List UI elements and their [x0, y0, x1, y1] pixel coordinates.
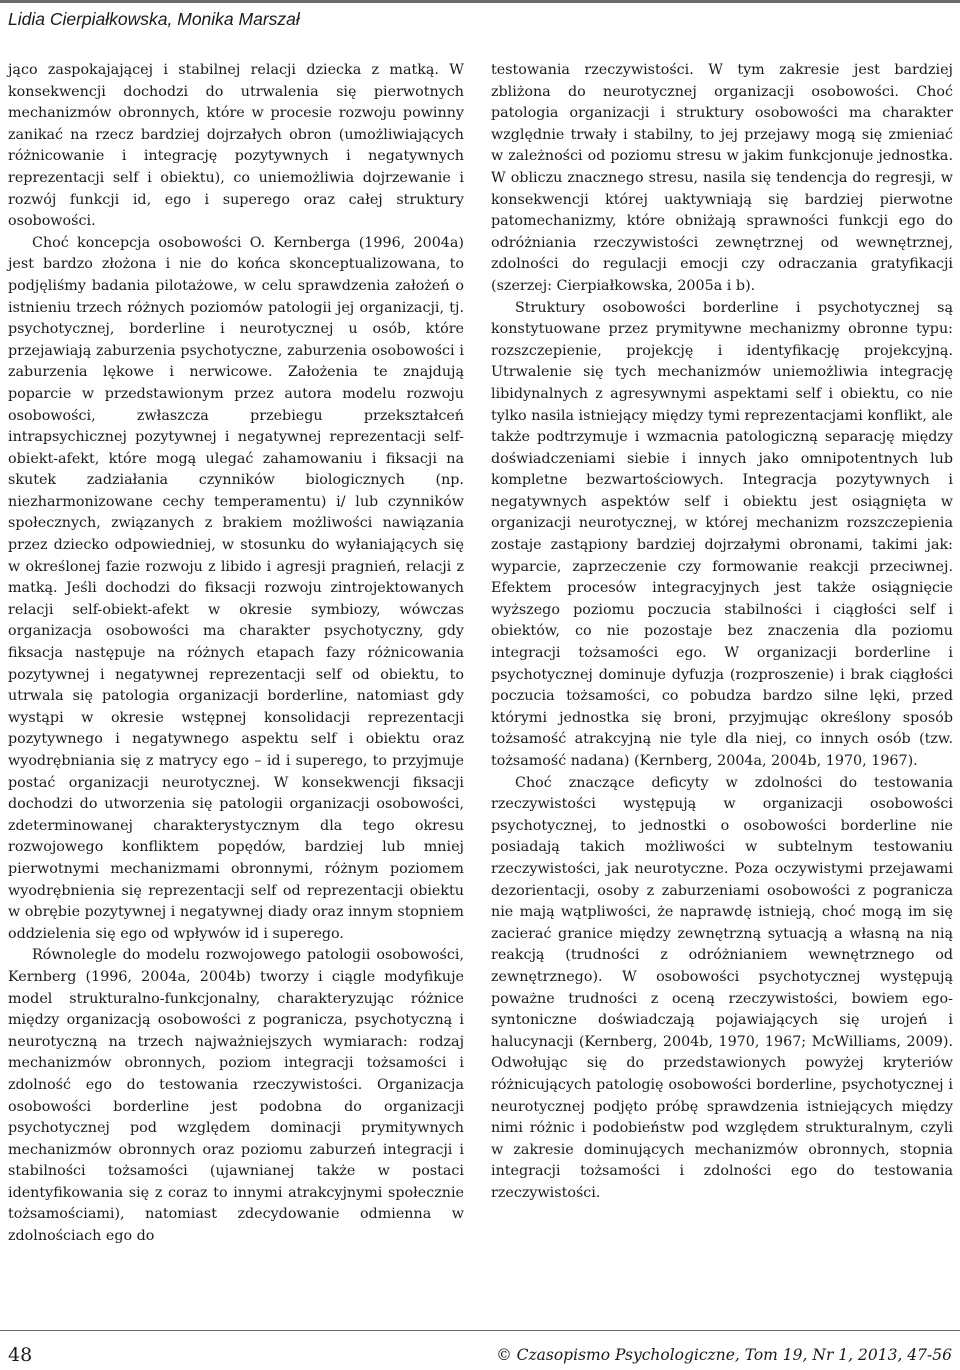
footer-rule — [0, 1330, 960, 1331]
left-paragraph-1: jąco zaspokajającej i stabilnej relacji dziecka z matką. W konsekwencji dochodzi do utrwalenia się pierwotnych mechanizmów obronnych, które w procesie rozwoju powinny zanikać na rzecz bardziej dojrzałych obron (umożliwiających różnicowanie i integrację pozytywnych i negatywnych reprezentacji self i obiektu), co uniemożliwia dojrzewanie i rozwój funkcji id, ego i superego oraz całej struktury osobowości. — [8, 62, 464, 230]
left-paragraph-2: Choć koncepcja osobowości O. Kernberga (1996, 2004a) jest bardzo złożona i nie do końca skonceptualizowana, to podjęliśmy badania pilotażowe, w celu sprawdzenia założeń o istnieniu trzech różnych poziomów patologii jej organizacji, tj. psychotycznej, borderline i neurotycznej u osób, które przejawiają zaburzenia psychotyczne, zaburzenia osobowości i zaburzenia lękowe i nerwicowe. Założenia te znajdują poparcie w przedstawionym przez autora modelu rozwoju osobowości, zwłaszcza przebiegu przekształceń intrapsychicznej pozytywnej i negatywnej reprezentacji self-obiekt-afekt, które mogą ulegać zahamowaniu i fiksacji na skutek zadziałania czynników biologicznych (np. niezharmonizowane cechy temperamentu) i/ lub czynników społecznych, związanych z brakiem możliwości nawiązania przez dziecko odpowiedniej, w stosunku do wyłaniających się w określonej fazie rozwoju z libido i agresji pragnień, relacji z matką. Jeśli dochodzi do fiksacji rozwoju zintrojektowanych relacji self-obiekt-afekt w okresie symbiozy, wówczas organizacja osobowości ma charakter psychotyczny, gdy fiksacja następuje na różnych etapach fazy różnicowania pozytywnej i negatywnej reprezentacji self od obiektu, to utrwala się patologia organizacji borderline, natomiast gdy wystąpi w okresie wstępnej konsolidacji reprezentacji pozytywnego i negatywnego aspektu self i obiektu oraz wyodrębniania się z matrycy ego – id i superego, to przyjmuje postać organizacji neurotycznej. W konsekwencji fiksacji dochodzi do utworzenia się patologii organizacji osobowości, zdeterminowanej charakterystycznym dla tego okresu rozwojowego konfliktem popędów, bardziej lub mniej pierwotnymi mechanizmami obronnymi, różnym poziomem wyodrębnienia się reprezentacji self od reprezentacji obiektu w obrębie pozytywnej i negatywnej diady oraz innym stopniem oddzielenia się ego od wpływów id i superego. — [8, 234, 464, 942]
right-column — [491, 60, 953, 1204]
running-header-authors: Lidia Cierpiałkowska, Monika Marszał — [8, 9, 300, 29]
journal-citation: © Czasopismo Psychologiczne, Tom 19, Nr 1, 2013, 47-56 — [496, 1346, 952, 1364]
left-paragraph-3: Równolegle do modelu rozwojowego patologii osobowości, Kernberg (1996, 2004a, 2004b) tworzy i ciągle modyfikuje model strukturalno-funkcjonalny, charakteryzując różnice między organizacją osobowości z pogranicza, psychotyczną i neurotyczną na trzech najważniejszych wymiarach: rodzaj mechanizmów obronnych, poziom integracji tożsamości i zdolność ego do testowania rzeczywistości. Organizacja osobowości borderline jest podobna do organizacji psychotycznej pod względem dominacji prymitywnych mechanizmów obronnych oraz poziomu zaburzeń integracji i stabilności tożsamości (ujawnianej także w postaci identyfikowania się z coraz to innymi atrakcyjnymi społecznie tożsamościami), natomiast zdecydowanie odmienna w zdolnościach ego do — [8, 947, 464, 1245]
page-number: 48 — [8, 1344, 33, 1366]
right-paragraph-3: Choć znaczące deficyty w zdolności do testowania rzeczywistości występują w organizacji osobowości psychotycznej, to jednostki o osobowości borderline nie posiadają takich możliwości w subtelnym testowaniu rzeczywistości, jak neurotyczne. Poza oczywistymi przejawami dezorientacji, osoby z zaburzeniami osobowości z pogranicza nie mają wątpliwości, że naprawdę istnieją, choć mogą im się zacierać granice między zewnętrzną sytuacją a własną na nią reakcją (trudności z odróżnianiem wewnętrznego od zewnętrznego). W osobowości psychotycznej występują poważne trudności z oceną rzeczywistości, bowiem ego-syntoniczne doświadczają pojawiających się urojeń i halucynacji (Kernberg, 2004b, 1970, 1967; McWilliams, 2009). Odwołując się do przedstawionych powyżej kryteriów różnicujących patologię osobowości borderline, psychotycznej i neurotycznej podjęto próbę sprawdzenia istniejących między nimi różnic i podobieństw pod względem strukturalnym, czyli w zakresie dominujących mechanizmów obronnych, stopnia integracji tożsamości i zdolności ego do testowania rzeczywistości. — [491, 774, 953, 1201]
right-paragraph-2: Struktury osobowości borderline i psychotycznej są konstytuowane przez prymitywne mechanizmy obronne typu: rozszczepienie, projekcję i identyfikację projekcyjną. Utrwalenie się tych mechanizmów uniemożliwia integrację libidynalnych z agresywnymi aspektami self i obiektu, co nie tylko nasila istniejący między tymi reprezentacjami konflikt, ale także podtrzymuje i wzmacnia patologiczną separację między doświadczeniami siebie i innych jako omnipotentnych lub kompletne bezwartościowych. Integracja pozytywnych i negatywnych aspektów self i obiektu jest osiągnięta w organizacji neurotycznej, w której mechanizm rozszczepienia zostaje zastąpiony bardziej dojrzałymi obronami, takimi jak: wyparcie, zaprzeczenie czy formowanie reakcji przeciwnej. Efektem procesów integracyjnych jest także osiągnięcie wyższego poziomu poczucia stabilności i ciągłości self i obiektów, co nie pozostaje bez znaczenia dla poziomu integracji tożsamości ego. W organizacji borderline i psychotycznej dominuje dyfuzja (rozproszenie) i brak ciągłości poczucia tożsamości, co pobudza bardzo silne lęki, przed którymi jednostka się broni, przyjmując określony sposób tożsamość atrakcyjną nie tyle dla niej, co innych osób (tzw. tożsamość nadana) (Kernberg, 2004a, 2004b, 1970, 1967). — [491, 299, 953, 769]
right-paragraph-1: testowania rzeczywistości. W tym zakresie jest bardziej zbliżona do neurotycznej organizacji osobowości. Choć patologia organizacji i struktury osobowości ma charakter względnie trwały i stabilny, to jej przejawy mogą się zmieniać w zależności od poziomu stresu w jakim funkcjonuje jednostka. W obliczu znacznego stresu, nasila się tendencja do regresji, w konsekwencji której uaktywniają się bardziej pierwotne patomechanizmy, które obniżają sprawności funkcji ego do odróżniania rzeczywistości zewnętrznej od wewnętrznej, zdolności do regulacji emocji czy odraczania gratyfikacji (szerzej: Cierpiałkowska, 2005a i b). — [491, 62, 953, 294]
left-column — [8, 60, 464, 1248]
